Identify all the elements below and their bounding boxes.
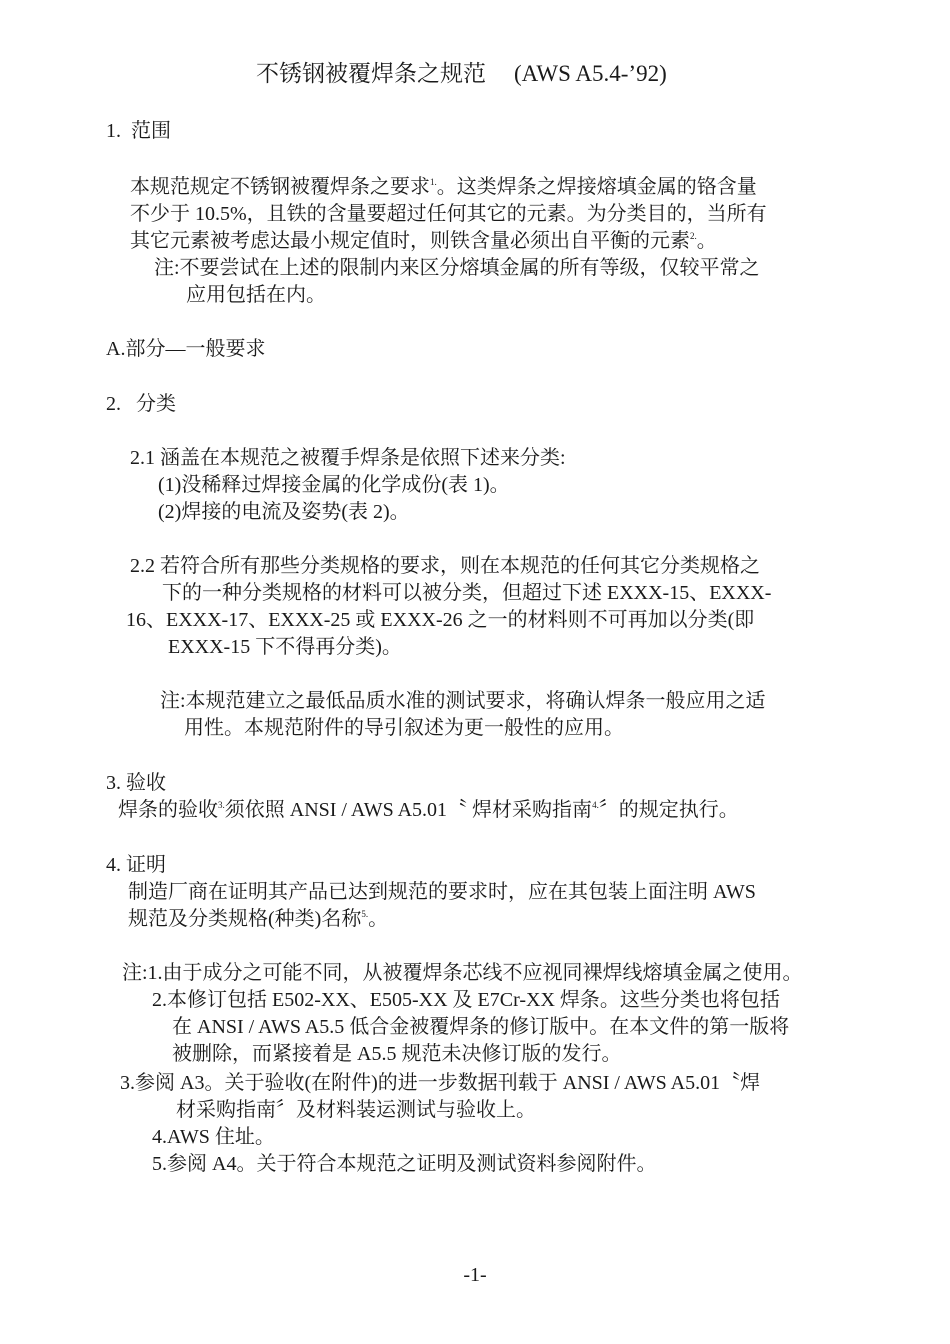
section-1-heading: 1. 范围	[106, 120, 171, 142]
footnote-2-line-3: 被删除，而紧接着是 A5.5 规范未决修订版的发行。	[172, 1043, 622, 1065]
footnote-ref-2: 2.	[690, 231, 697, 241]
section-1-note-line-2: 应用包括在内。	[186, 284, 326, 306]
section-3-heading: 3. 验收	[106, 772, 166, 794]
footnote-ref-5: 5.	[361, 909, 369, 919]
section-4-heading: 4. 证明	[106, 854, 166, 876]
title-main: 不锈钢被覆焊条之规范	[256, 61, 486, 86]
section-2-2-line-4: EXXX-15 下不得再分类)。	[168, 636, 402, 658]
section-1-para-line-2: 不少于 10.5%，且铁的含量要超过任何其它的元素。为分类目的，当所有	[130, 203, 767, 225]
document-title	[256, 61, 667, 87]
section-2-2-line-3: 16、EXXX-17、EXXX-25 或 EXXX-26 之一的材料则不可再加以分类(即	[126, 609, 755, 631]
footnote-ref-4: 4.	[592, 800, 599, 810]
page-number: -1-	[463, 1264, 487, 1286]
footnote-ref-1: 1.	[430, 177, 437, 187]
footnote-1: 注:1.由于成分之可能不同，从被覆焊条芯线不应视同裸焊线熔填金属之使用。	[122, 962, 803, 984]
section-2-1-item-2: (2)焊接的电流及姿势(表 2)。	[158, 501, 410, 523]
part-a-heading: A.部分—一般要求	[106, 338, 266, 360]
section-4-line-2: 规范及分类规格(种类)名称$^{5.}$。	[128, 908, 389, 930]
footnote-2-line-1: 2.本修订包括 E502-XX、E505-XX 及 E7Cr-XX 焊条。这些分类也将包括	[152, 989, 780, 1011]
section-2-1-line: 2.1 涵盖在本规范之被覆手焊条是依照下述来分类:	[130, 447, 566, 469]
footnote-ref-3: 3.	[218, 800, 225, 810]
title-code: (AWS A5.4-’92)	[514, 61, 667, 86]
section-2-note-line-2: 用性。本规范附件的导引叙述为更一般性的应用。	[184, 717, 624, 739]
section-1-para-line-3: 其它元素被考虑达最小规定值时，则铁含量必须出自平衡的元素$^{2.}$。	[130, 230, 717, 252]
footnote-3-line-1: 3.参阅 A3。关于验收(在附件)的进一步数据刊载于 ANSI / AWS A5.01〝焊	[120, 1072, 761, 1094]
footnote-2-line-2: 在 ANSI / AWS A5.5 低合金被覆焊条的修订版中。在本文件的第一版将	[172, 1016, 790, 1038]
section-2-2-line-1: 2.2 若符合所有那些分类规格的要求，则在本规范的任何其它分类规格之	[130, 555, 760, 577]
section-2-heading: 2. 分类	[106, 393, 176, 415]
footnote-4: 4.AWS 住址。	[152, 1126, 275, 1148]
section-1-note-line-1: 注:不要尝试在上述的限制内来区分熔填金属的所有等级，仅较平常之	[154, 257, 760, 279]
section-3-text: 焊条的验收$^{3.}$须依照 ANSI / AWS A5.01〝 焊材采购指南$^{4.}$〞的规定执行。	[118, 799, 739, 821]
footnote-5: 5.参阅 A4。关于符合本规范之证明及测试资料参阅附件。	[152, 1153, 657, 1175]
section-2-note-line-1: 注:本规范建立之最低品质水准的测试要求，将确认焊条一般应用之适	[160, 690, 766, 712]
section-2-1-item-1: (1)没稀释过焊接金属的化学成份(表 1)。	[158, 474, 510, 496]
footnote-3-line-2: 材采购指南〞及材料装运测试与验收上。	[176, 1099, 536, 1121]
section-1-para-line-1: 本规范规定不锈钢被覆焊条之要求$^{1.}$。这类焊条之焊接熔填金属的铬含量	[130, 176, 757, 198]
section-2-2-line-2: 下的一种分类规格的材料可以被分类，但超过下述 EXXX-15、EXXX-	[162, 582, 772, 604]
section-4-line-1: 制造厂商在证明其产品已达到规范的要求时，应在其包装上面注明 AWS	[128, 881, 756, 903]
